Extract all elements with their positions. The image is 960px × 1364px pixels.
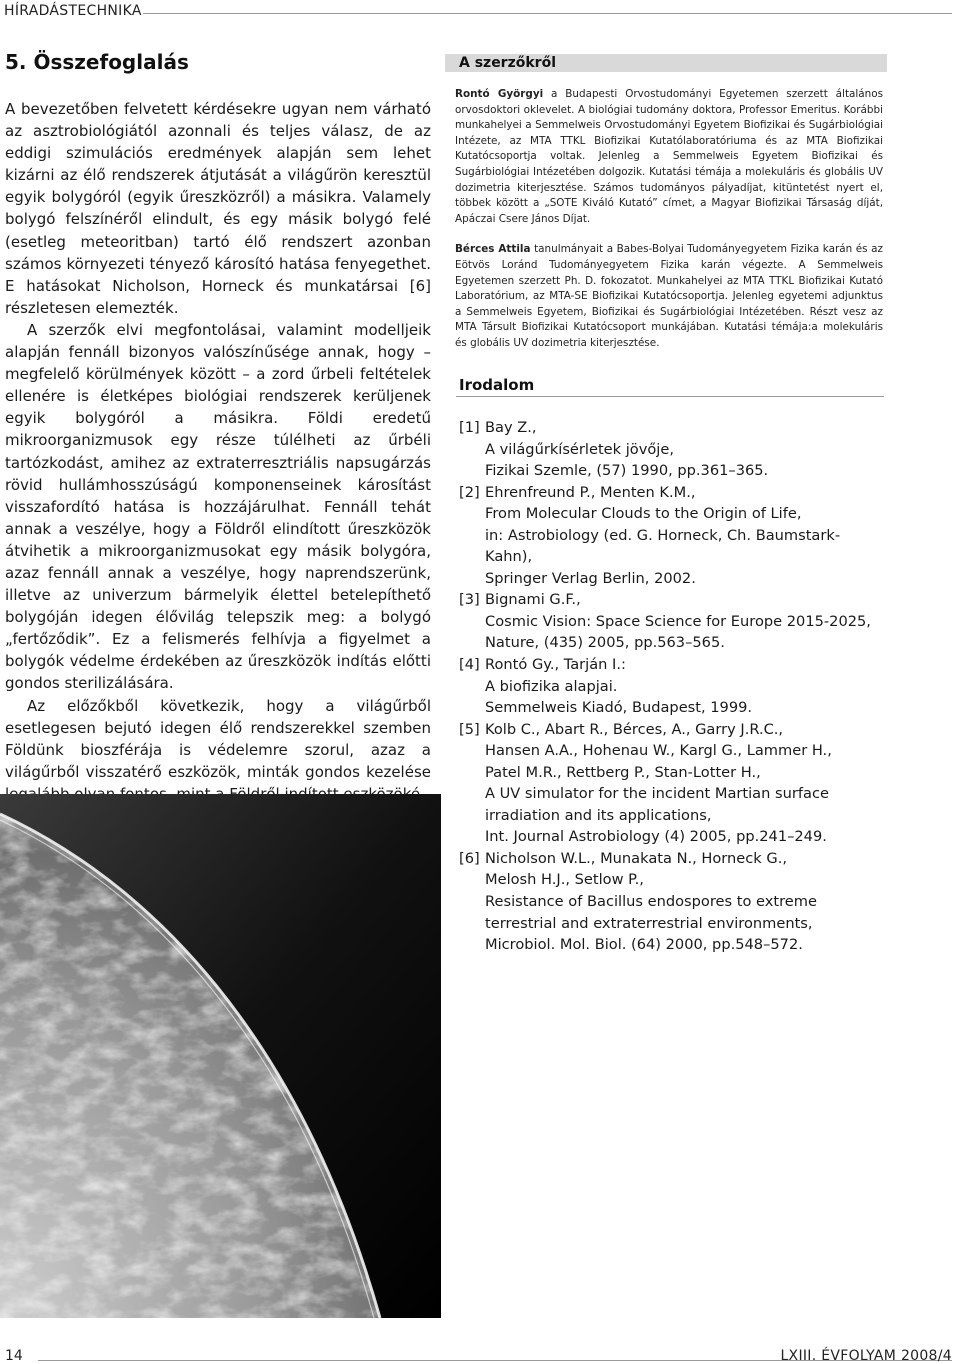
reference-line: in: Astrobiology (ed. G. Horneck, Ch. Baumstark-Kahn), [485, 526, 841, 566]
author-bio [455, 242, 883, 351]
page-number: 14 [5, 1348, 23, 1364]
reference-line: A biofizika alapjai. [485, 677, 618, 695]
reference-line: Ehrenfreund P., Menten K.M., [485, 483, 696, 501]
authors-heading: A szerzőkről [459, 55, 556, 71]
reference-item [459, 848, 887, 956]
reference-line: Fizikai Szemle, (57) 1990, pp.361–365. [485, 462, 769, 480]
header-rule [143, 13, 952, 14]
reference-item [459, 719, 887, 848]
reference-number: [3] [459, 591, 480, 609]
author-name: Rontó Györgyi [455, 88, 544, 100]
reference-line: Melosh H.J., Setlow P., [485, 871, 644, 889]
reference-line: A világűrkísérletek jövője, [485, 440, 674, 458]
reference-line: Cosmic Vision: Space Science for Europe 2015-2025, [485, 612, 871, 630]
author-bio-text: tanulmányait a Babes-Bolyai Tudományegyetem Fizika karán és az Eötvös Loránd Tudományegyetem Fizika karán végezte. A Semmelweis Egyetemen szerzett Ph. D. fokozatot. Munkahelyei az MTA TTKL Biofizikai Kutató Laboratórium, az MTA-SE Biofizikai Kutatócsoportja. Jelenleg egyetemi adjunktus a Semmelweis Egyetem, Biofizikai és Sugárbiológiai Intézetében. Részt vesz az MTA Társult Biofizikai Kutatócsoport munkájában. Kutatási témája:a molekuláris és globális UV dozimetria kiterjesztése. [455, 243, 883, 349]
reference-line: terrestrial and extraterrestrial environments, [485, 914, 813, 932]
reference-line: Springer Verlag Berlin, 2002. [485, 569, 696, 587]
reference-item [459, 417, 887, 482]
reference-line: Resistance of Bacillus endospores to extreme [485, 893, 817, 911]
author-bio [455, 87, 883, 227]
reference-line: Bay Z., [485, 419, 537, 436]
reference-number: [4] [459, 656, 480, 674]
reference-line: Microbiol. Mol. Biol. (64) 2000, pp.548–572. [485, 936, 803, 954]
summary-paragraph-1: A bevezetőben felvetett kérdésekre ugyan nem várható az asztrobiológiától azonnali és teljes válasz, de az eddigi szimulációs eredmények alapján sem lehet kizárni az élő rendszerek átjutását a világűrön keresztül egyik bolygóról (egyik űreszközről) a másikra. Valamely bolygó felszínéről elindult, és egy másik bolygó felé (esetleg meteoritban) tartó élő rendszert azonban számos környezeti tényező károsító hatása fenyegethet. E hatásokat Nicholson, Horneck és munkatársai [6] részletesen elemezték. [5, 100, 431, 317]
summary-paragraph-2: A szerzők elvi megfontolásai, valamint modelljeik alapján fennáll bizonyos valószínűsége annak, hogy – megfelelő körülmények között – a zord űrbeli feltételek ellenére is életképes biológiai rendszerek kerüljenek egyik bolygóról a másikra. Földi eredetű mikroorganizmusok egy része túlélheti az űrbéli tartózkodást, amihez az extraterresztriális napsugárzás rövid hullámhosszúságú komponenseinek károsítást visszafordító hatása is hozzájárulhat. Fennáll tehát annak a veszélye, hogy a Földről elindított űreszközök átvihetik a mikroorganizmusokat egy másik bolygóra, azaz fennáll annak a veszélye, hogy naprendszerünk, illetve az univerzum bármelyik élettel betelepíthető bolygóján idegen élővilág telepszik meg: a bolygó „fertőződik”. Ez a felismerés felhívja a figyelmet a bolygók védelme érdekében az űreszközök indítás előtti gondos sterilizálására. [5, 320, 431, 693]
reference-number: [1] [459, 419, 480, 436]
reference-line: Kolb C., Abart R., Bérces, A., Garry J.R.C., [485, 720, 784, 738]
reference-line: A UV simulator for the incident Martian surface [485, 785, 829, 803]
summary-paragraph-3: Az előzőkből következik, hogy a világűrből esetlegesen bejutó idegen élő rendszerekkel szemben Földünk bioszférája is védelemre szorul, azaz a világűrből visszatérő eszközök, minták gondos kezelése [5, 696, 431, 781]
earth-from-space-photo [0, 794, 441, 1318]
reference-item [459, 482, 887, 590]
reference-line: Semmelweis Kiadó, Budapest, 1999. [485, 699, 753, 717]
reference-line: irradiation and its applications, [485, 806, 712, 824]
reference-line: Hansen A.A., Hohenau W., Kargl G., Lammer H., [485, 742, 832, 760]
reference-line: Nature, (435) 2005, pp.563–565. [485, 634, 725, 652]
reference-line: Int. Journal Astrobiology (4) 2005, pp.241–249. [485, 828, 827, 846]
author-bios [455, 87, 883, 367]
reference-line: Patel M.R., Rettberg P., Stan-Lotter H., [485, 763, 761, 781]
summary-text [5, 98, 431, 805]
reference-line: Bignami G.F., [485, 591, 581, 609]
reference-number: [2] [459, 483, 480, 501]
reference-line: Rontó Gy., Tarján I.: [485, 656, 626, 674]
header-title: HÍRADÁSTECHNIKA [4, 3, 142, 19]
reference-line: Nicholson W.L., Munakata N., Horneck G., [485, 849, 787, 867]
author-name: Bérces Attila [455, 243, 531, 256]
section-title: 5. Összefoglalás [5, 50, 189, 74]
references-list [459, 417, 887, 956]
author-bio-text: a Budapesti Orvostudományi Egyetemen szerzett általános orvosdoktori oklevelet. A biológiai tudomány doktora, Professor Emeritus. Korábbi munkahelyei a Semmelweis Orvostudományi Egyetem Biofizikai és Sugárbiológiai Intézete, az MTA TTKL Biofizikai Kutatólaboratóriuma és az MTA Biofizikai Kutatócsoportja voltak. Jelenleg a Semmelweis Egyetem Biofizikai és Sugárbiológiai Intézetében dolgozik. Kutatási témája a molekuláris és globális UV dozimetria kiterjesztése. Számos tudományos pályadíjat, kitüntetést nyert el, többek között a „SOTE Kiváló Kutató” címet, a Magyar Biofizikai Társaság díját, Apáczai Csere János Díjat. [455, 88, 883, 225]
reference-item [459, 654, 887, 719]
reference-number: [6] [459, 849, 480, 867]
reference-line: From Molecular Clouds to the Origin of Life, [485, 505, 802, 523]
references-rule [456, 396, 884, 397]
reference-number: [5] [459, 720, 480, 738]
references-heading: Irodalom [459, 376, 535, 394]
reference-item [459, 589, 887, 654]
issue-label: LXIII. ÉVFOLYAM 2008/4 [780, 1348, 952, 1364]
